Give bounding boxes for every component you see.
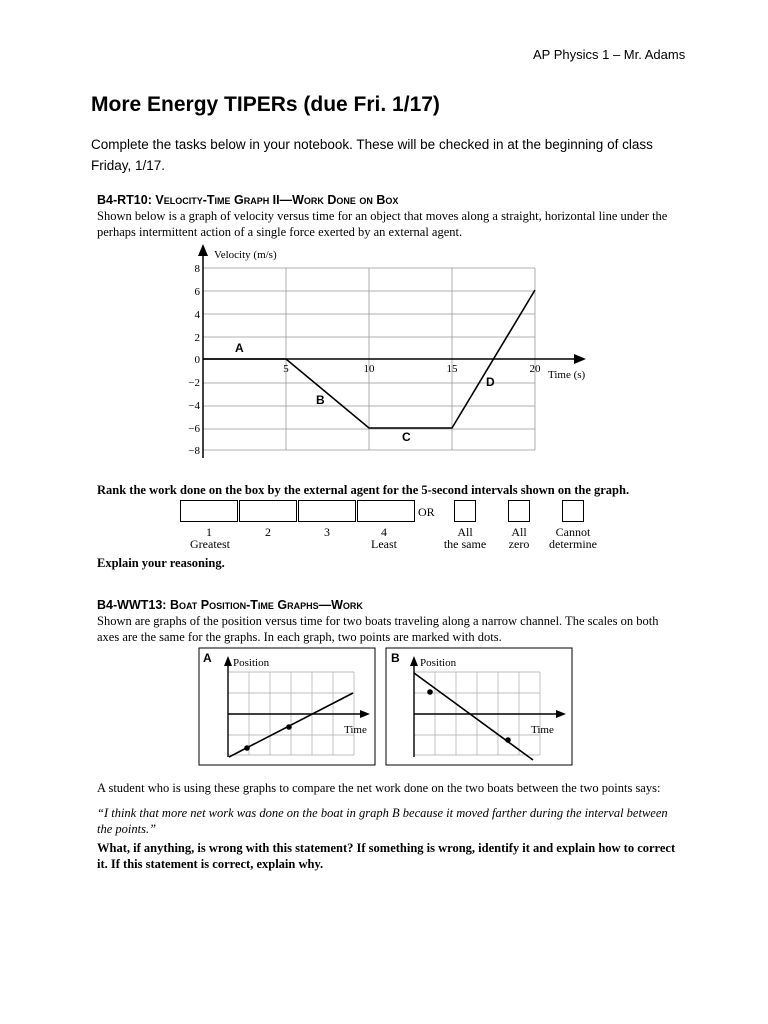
x-tick-label: 15 <box>446 363 458 375</box>
y-tick-label: 4 <box>194 309 200 321</box>
question-line2: it. If this statement is correct, explain why. <box>97 857 324 871</box>
graph-a-point-2 <box>286 724 292 730</box>
option-label-all-zero: All zero <box>508 525 530 551</box>
intro-text: Complete the tasks below in your notebook. These will be checked in at the beginning of class Friday, 1/17. <box>91 137 653 173</box>
graph-a-y-arrow <box>224 656 232 666</box>
graph-a-ylabel: Position <box>233 657 270 669</box>
y-tick-label: 6 <box>194 286 200 298</box>
graph-a-xlabel: Time <box>344 724 367 736</box>
section2-code: B4-WWT13: <box>97 598 167 612</box>
graph-a-point-1 <box>244 745 250 751</box>
y-tick-label: −4 <box>188 400 200 412</box>
student-quote <box>97 805 687 837</box>
graph-a-label: A <box>203 651 212 665</box>
segment-label-d: D <box>486 375 495 389</box>
x-tick-label: 10 <box>363 363 375 375</box>
section2-desc-line1: Shown are graphs of the position versus time for two boats traveling along a narrow channel. The scales on both <box>97 614 659 628</box>
explain-reasoning: Explain your reasoning. <box>97 556 225 570</box>
y-axis-label: Velocity (m/s) <box>214 249 277 261</box>
graph-b-point-2 <box>505 737 511 743</box>
section1-code: B4-RT10: <box>97 193 152 207</box>
y-tick-label: −8 <box>188 445 200 457</box>
quote-line2: the points.” <box>97 822 157 836</box>
quote-line1: “I think that more net work was done on the boat in graph B because it moved farther during the interval between <box>97 806 668 820</box>
rank-label-1: 1 Greatest <box>190 525 230 551</box>
x-tick-label: 5 <box>283 363 289 375</box>
section2-desc-line2: axes are the same for the graphs. In each graph, two points are marked with dots. <box>97 630 502 644</box>
section1-desc-line2: perhaps intermittent action of a single force exerted by an external agent. <box>97 225 463 239</box>
y-tick-label: −2 <box>188 377 200 389</box>
rank-prompt: Rank the work done on the box by the external agent for the 5-second intervals shown on the graph. <box>97 483 630 497</box>
segment-label-b: B <box>316 393 325 407</box>
page-title: More Energy TIPERs (due Fri. 1/17) <box>91 93 440 116</box>
graph-b-xlabel: Time <box>531 724 554 736</box>
graph-b-x-arrow <box>556 710 566 718</box>
y-tick-label: −6 <box>188 423 200 435</box>
y-tick-label: 8 <box>194 263 200 275</box>
section1-desc-line1: Shown below is a graph of velocity versus time for an object that moves along a straight, horizontal line under the <box>97 209 668 223</box>
option-label-all-same: All the same <box>443 525 487 551</box>
x-tick-label: 20 <box>529 363 541 375</box>
rank-label-3: 3 <box>324 525 330 539</box>
question-line1: What, if anything, is wrong with this statement? If something is wrong, identify it and explain how to correct <box>97 841 676 855</box>
graph-b-ylabel: Position <box>420 657 457 669</box>
option-label-cannot-determine: Cannot determine <box>549 525 597 551</box>
section2-name: Boat Position-Time Graphs—Work <box>169 598 363 612</box>
graph-a-x-arrow <box>360 710 370 718</box>
graph-b-line <box>414 673 533 760</box>
segment-label-c: C <box>402 430 411 444</box>
graph-b-point-1 <box>427 689 433 695</box>
graph-b-y-arrow <box>410 656 418 666</box>
graph-b-label: B <box>391 651 400 665</box>
y-tick-label: 0 <box>194 354 200 366</box>
section1-name: Velocity-Time Graph II—Work Done on Box <box>155 193 399 207</box>
or-label: OR <box>418 505 435 519</box>
question-prompt <box>97 840 687 872</box>
y-tick-label: 2 <box>194 332 200 344</box>
rank-label-4: 4 Least <box>371 525 397 551</box>
course-header: AP Physics 1 – Mr. Adams <box>533 47 686 62</box>
x-axis-label: Time (s) <box>548 369 586 381</box>
rank-label-2: 2 <box>265 525 271 539</box>
segment-label-a: A <box>235 341 244 355</box>
student-intro: A student who is using these graphs to compare the net work done on the two boats between the two points says: <box>97 781 661 795</box>
